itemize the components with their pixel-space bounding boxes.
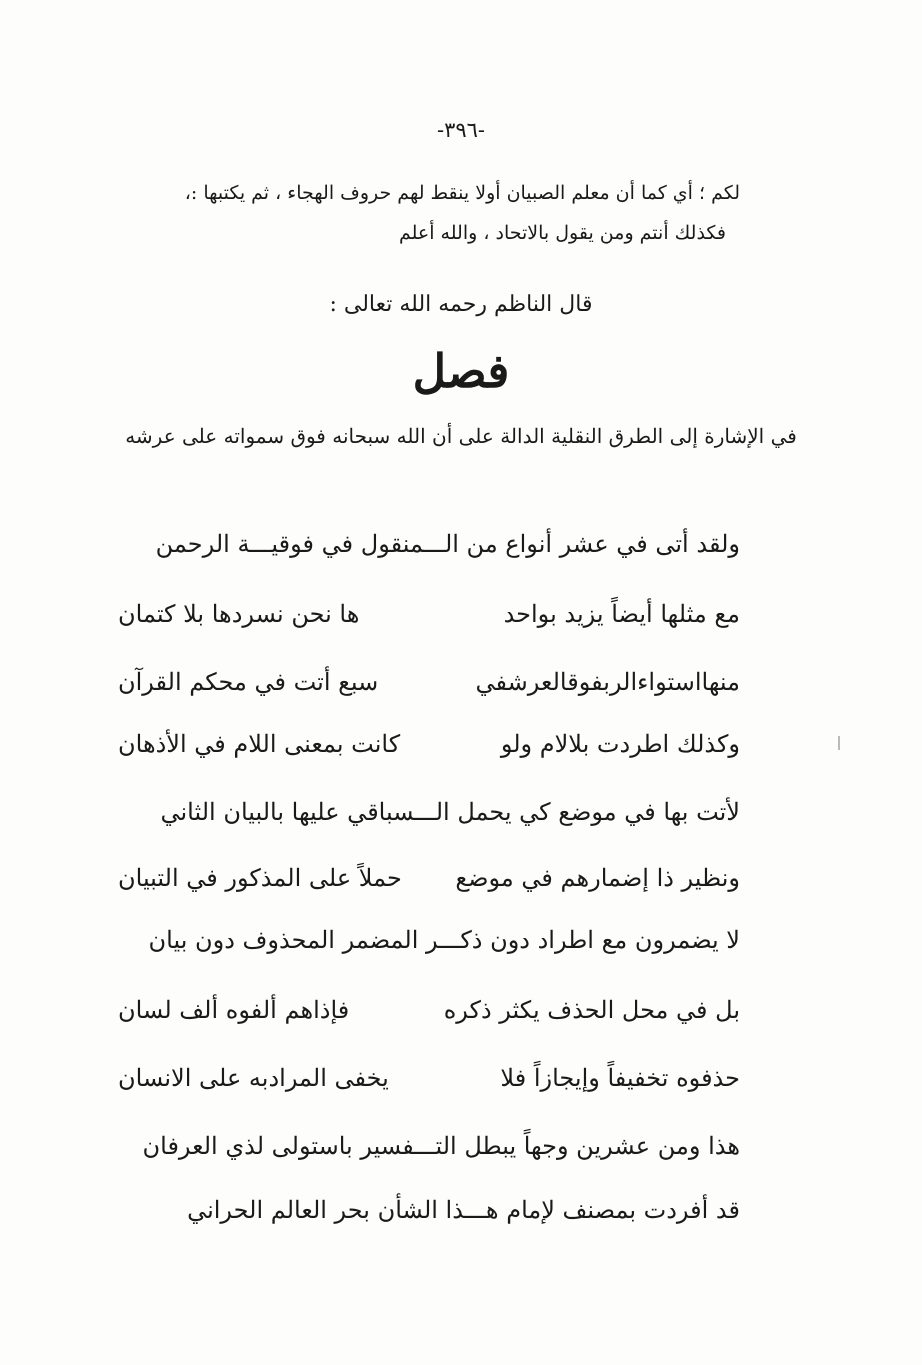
verse-text: هذا ومن عشرين وجهاً يبطل التـــفسير باستولى لذي العرفان <box>142 1132 740 1160</box>
verse-line <box>118 730 740 774</box>
verse-line <box>118 668 740 712</box>
margin-mark <box>838 736 840 750</box>
verse-first-hemistich: وكذلك اطردت بلالام ولو <box>500 730 740 758</box>
verse-second-hemistich: يخفى المرادبه على الانسان <box>118 1064 389 1092</box>
verse-line <box>118 926 740 970</box>
verse-line <box>118 864 740 908</box>
verse-line <box>118 996 740 1040</box>
verse-second-hemistich: حملاً على المذكور في التبيان <box>118 864 402 892</box>
verse-text: ولقد أتى في عشر أنواع من الـــمنقول في فوقيـــة الرحمن <box>155 530 740 558</box>
verse-text: لأتت بها في موضع كي يحمل الـــسباقي عليها بالبيان الثاني <box>160 798 740 826</box>
footnote-line-2: فكذلك أنتم ومن يقول بالاتحاد ، والله أعلم <box>398 222 726 244</box>
verse-first-hemistich: بل في محل الحذف يكثر ذكره <box>443 996 740 1024</box>
verse-second-hemistich: كانت بمعنى اللام في الأذهان <box>118 730 401 758</box>
verse-second-hemistich: فإذاهم ألفوه ألف لسان <box>118 996 350 1024</box>
verse-first-hemistich: حذفوه تخفيفاً وإيجازاً فلا <box>500 1064 740 1092</box>
page-number: -٣٩٦- <box>436 118 486 142</box>
verse-second-hemistich: سبع أتت في محكم القرآن <box>118 668 379 696</box>
verse-first-hemistich: ونظير ذا إضمارهم في موضع <box>455 864 740 892</box>
verse-line <box>118 1064 740 1108</box>
verse-first-hemistich: مع مثلها أيضاً يزيد بواحد <box>503 600 740 628</box>
verse-text: قد أفردت بمصنف لإمام هـــذا الشأن بحر العالم الحراني <box>187 1196 740 1224</box>
section-subheading: في الإشارة إلى الطرق النقلية الدالة على أن الله سبحانه فوق سمواته على عرشه <box>125 424 797 448</box>
verse-line <box>118 600 740 644</box>
poet-intro: قال الناظم رحمه الله تعالى : <box>329 292 593 317</box>
verse-line <box>118 798 740 842</box>
verse-line <box>118 1132 740 1176</box>
verse-line <box>118 530 740 574</box>
verse-second-hemistich: ها نحن نسردها بلا كتمان <box>118 600 360 628</box>
section-heading: فصل <box>412 344 510 398</box>
verse-first-hemistich: منهااستواءالربفوقالعرشفي <box>475 668 740 696</box>
verse-line <box>118 1196 740 1240</box>
verse-text: لا يضمرون مع اطراد دون ذكـــر المضمر المحذوف دون بيان <box>148 926 740 954</box>
footnote-line-1: لكم ؛ أي كما أن معلم الصبيان أولا ينقط لهم حروف الهجاء ، ثم يكتبها :، <box>184 182 740 204</box>
